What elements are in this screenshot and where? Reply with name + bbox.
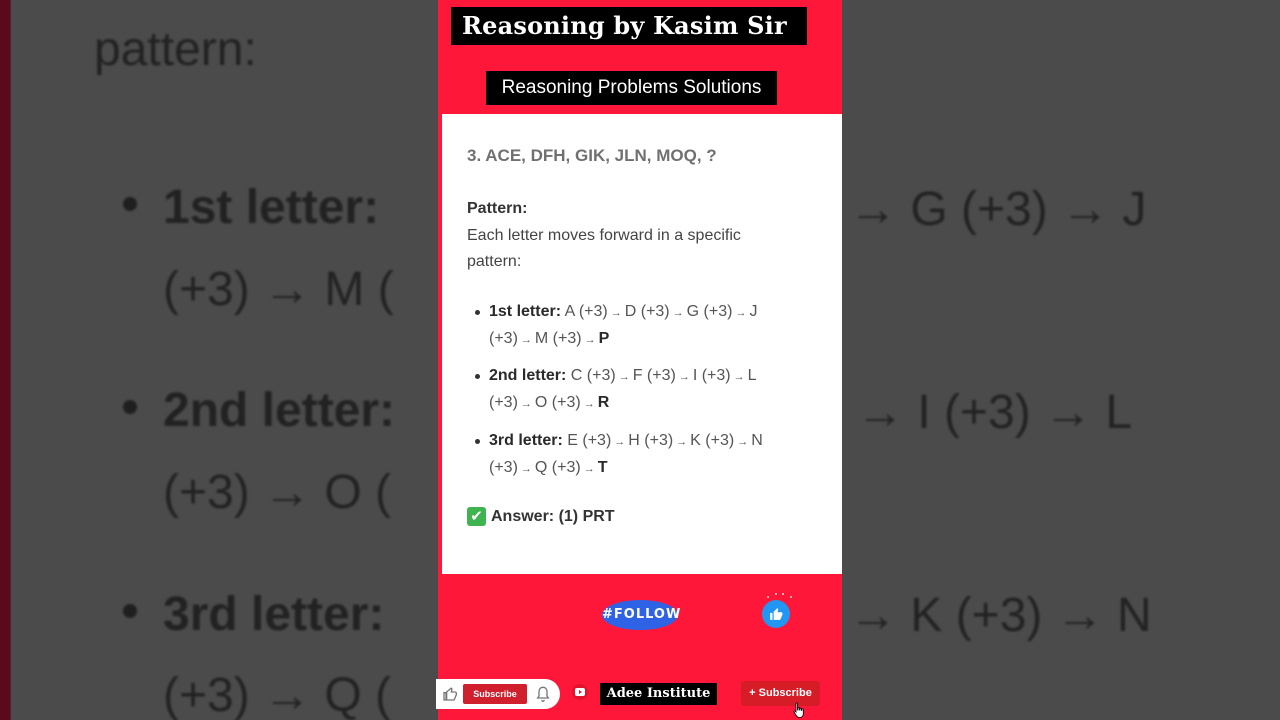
bg-text-row3-label: 3rd letter: <box>163 588 385 641</box>
youtube-icon <box>572 684 588 700</box>
arrow-icon: → <box>520 463 532 475</box>
step: M (+3) <box>534 330 582 347</box>
bg-text-row2-right: → I (+3) → L <box>856 386 1133 439</box>
arrow-icon: → <box>520 334 532 346</box>
step: F (+3) <box>632 367 676 384</box>
bg-bullet <box>123 197 137 211</box>
sparkle-icon <box>790 596 792 598</box>
check-mark-icon: ✔ <box>467 507 486 526</box>
arrow-icon: → <box>672 307 684 319</box>
bg-text-row2-line2: (+3) → O ( <box>163 466 392 519</box>
bg-text-row3-right: → K (+3) → N <box>849 589 1152 642</box>
bg-text-row2-label: 2nd letter: <box>163 384 396 437</box>
step: (+3) <box>489 394 518 411</box>
step: G (+3) <box>686 303 733 320</box>
subtitle-banner: Reasoning Problems Solutions <box>486 71 777 105</box>
step: N <box>751 432 763 449</box>
step: D (+3) <box>624 303 670 320</box>
step: (+3) <box>489 330 518 347</box>
thumbs-up-icon <box>769 607 783 621</box>
step: C (+3) <box>570 367 616 384</box>
answer-text: Answer: (1) PRT <box>491 507 615 525</box>
sparkle-icon <box>775 593 777 595</box>
step: J <box>749 303 758 320</box>
channel-name-banner: Adee Institute <box>600 683 717 705</box>
arrow-icon: → <box>678 371 690 383</box>
answer-line <box>467 507 615 526</box>
bg-text-pattern: pattern: <box>94 23 257 76</box>
arrow-icon: → <box>583 398 595 410</box>
sparkle-icon <box>782 593 784 595</box>
list-item-3rd-letter <box>489 428 824 482</box>
arrow-icon: → <box>520 398 532 410</box>
pattern-label: Pattern: <box>467 200 528 217</box>
follow-button[interactable]: #FOLLOW <box>602 600 678 630</box>
step: E (+3) <box>567 432 612 449</box>
step: H (+3) <box>628 432 674 449</box>
solution-card <box>442 114 842 574</box>
step: A (+3) <box>564 303 608 320</box>
bg-bullet <box>123 604 137 618</box>
bg-bullet <box>123 400 137 414</box>
background-edge-strip <box>0 0 11 720</box>
result-letter: T <box>597 459 608 476</box>
item-label: 3rd letter: <box>489 432 563 449</box>
bg-text-row1-line2: (+3) → M ( <box>163 263 394 316</box>
short-video-frame <box>438 0 842 720</box>
play-icon <box>575 688 585 696</box>
arrow-icon: → <box>584 334 596 346</box>
subscribe-button-small[interactable]: Subscribe <box>463 684 527 704</box>
bullet <box>475 374 480 379</box>
arrow-icon: → <box>583 463 595 475</box>
result-letter: R <box>597 394 610 411</box>
thumbs-up-outline-icon[interactable] <box>442 686 458 702</box>
channel-title-banner: Reasoning by Kasim Sir <box>451 7 807 45</box>
arrow-icon: → <box>733 371 745 383</box>
step: L <box>747 367 757 384</box>
item-label: 1st letter: <box>489 303 562 320</box>
step: Q (+3) <box>534 459 581 476</box>
arrow-icon: → <box>735 307 747 319</box>
step: I (+3) <box>692 367 731 384</box>
bg-text-row1-label: 1st letter: <box>163 181 380 234</box>
hand-cursor-icon <box>793 702 805 718</box>
subscribe-pill <box>436 679 560 709</box>
step: K (+3) <box>690 432 735 449</box>
bullet <box>475 439 480 444</box>
like-button[interactable] <box>762 600 790 628</box>
sparkle-icon <box>767 596 769 598</box>
list-item-1st-letter <box>489 299 824 353</box>
arrow-icon: → <box>618 371 630 383</box>
bg-text-row1-right: → G (+3) → J <box>849 183 1147 236</box>
step: O (+3) <box>534 394 581 411</box>
bullet <box>475 310 480 315</box>
list-item-2nd-letter <box>489 363 824 417</box>
item-label: 2nd letter: <box>489 367 567 384</box>
arrow-icon: → <box>614 436 626 448</box>
result-letter: P <box>598 330 610 347</box>
arrow-icon: → <box>737 436 749 448</box>
question-text: 3. ACE, DFH, GIK, JLN, MOQ, ? <box>467 146 717 165</box>
arrow-icon: → <box>676 436 688 448</box>
bell-icon[interactable] <box>535 685 551 703</box>
subscribe-button[interactable]: + Subscribe <box>741 681 820 706</box>
bg-text-row3-line2: (+3) → Q ( <box>163 669 392 720</box>
step: (+3) <box>489 459 518 476</box>
pattern-description: Each letter moves forward in a specific pattern: <box>467 227 741 270</box>
arrow-icon: → <box>610 307 622 319</box>
